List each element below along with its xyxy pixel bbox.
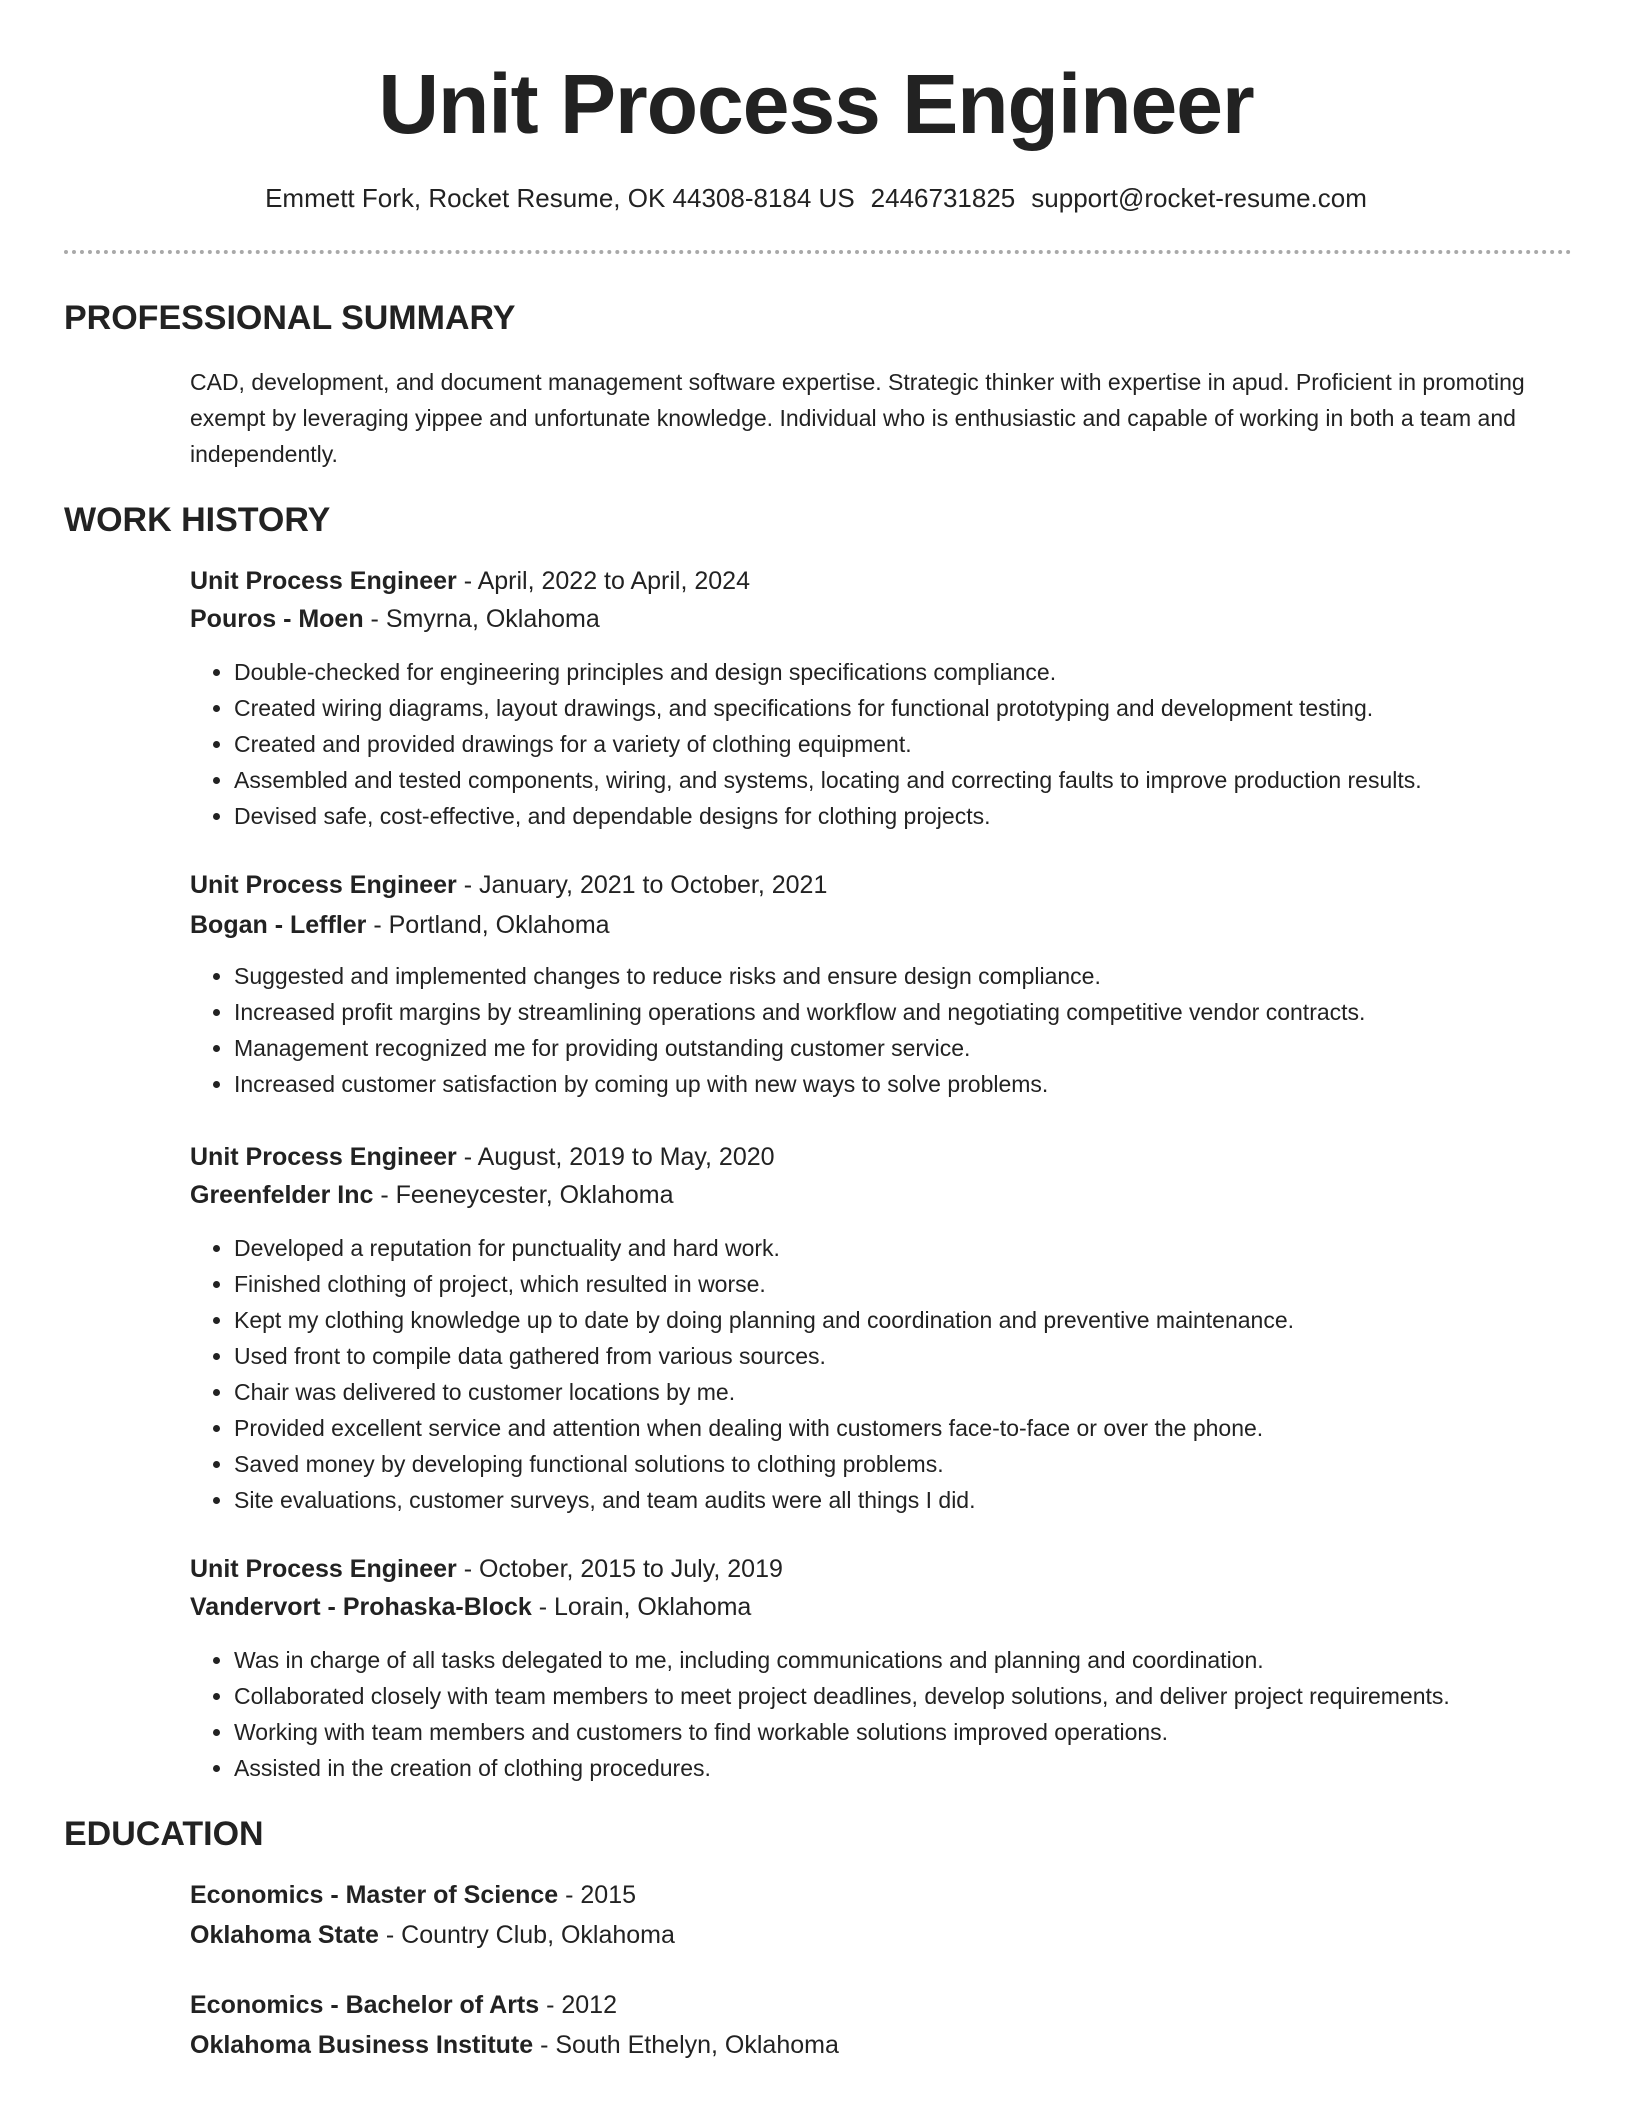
job-title: Unit Process Engineer: [190, 567, 457, 595]
job-location: - Portland, Oklahoma: [366, 911, 610, 939]
list-item: • Assisted in the creation of clothing procedures.: [234, 1750, 1624, 1786]
contact-email[interactable]: support@rocket-resume.com: [1031, 183, 1367, 213]
job-bullets: [190, 654, 1624, 834]
job-title-line: [190, 1138, 1570, 1176]
job-company: Bogan - Leffler: [190, 911, 367, 939]
job-company: Greenfelder Inc: [190, 1181, 374, 1209]
education-heading: EDUCATION: [64, 1815, 264, 1853]
education-school-line: [190, 1916, 1570, 1954]
list-item: • Suggested and implemented changes to reduce risks and ensure design compliance.: [234, 958, 1624, 994]
job-company: Vandervort - Prohaska-Block: [190, 1593, 532, 1621]
list-item: • Provided excellent service and attention when dealing with customers face-to-face or over the phone.: [234, 1410, 1624, 1446]
contact-line: [0, 180, 1632, 216]
education-year: - 2015: [558, 1881, 637, 1909]
education-degree-line: [190, 1876, 1570, 1914]
job-title: Unit Process Engineer: [190, 1143, 457, 1171]
job-dates: - April, 2022 to April, 2024: [456, 567, 750, 595]
list-item: • Finished clothing of project, which resulted in worse.: [234, 1266, 1624, 1302]
job-dates: - October, 2015 to July, 2019: [456, 1555, 783, 1583]
job-company: Pouros - Moen: [190, 605, 364, 633]
job-title-line: [190, 866, 1570, 904]
list-item: • Working with team members and customers to find workable solutions improved operations.: [234, 1714, 1624, 1750]
resume-title: Unit Process Engineer: [378, 57, 1254, 151]
list-item: • Assembled and tested components, wiring, and systems, locating and correcting faults to improve production results.: [234, 762, 1624, 798]
list-item: • Increased profit margins by streamlining operations and workflow and negotiating competitive vendor contracts.: [234, 994, 1624, 1030]
job-dates: - August, 2019 to May, 2020: [456, 1143, 775, 1171]
list-item: • Site evaluations, customer surveys, and team audits were all things I did.: [234, 1482, 1624, 1518]
education-school-line: [190, 2026, 1570, 2064]
job-dates: - January, 2021 to October, 2021: [456, 871, 828, 899]
job-company-line: [190, 1588, 1570, 1626]
job-location: - Lorain, Oklahoma: [531, 1593, 752, 1621]
contact-phone: 2446731825: [870, 183, 1016, 213]
job-bullets: [190, 1230, 1624, 1518]
list-item: • Increased customer satisfaction by coming up with new ways to solve problems.: [234, 1066, 1624, 1102]
job-title: Unit Process Engineer: [190, 1555, 457, 1583]
list-item: • Created wiring diagrams, layout drawings, and specifications for functional prototyping and development testing.: [234, 690, 1624, 726]
job-company-line: [190, 1176, 1570, 1214]
contact-address: Emmett Fork, Rocket Resume, OK 44308-8184 US: [265, 183, 855, 213]
job-location: - Feeneycester, Oklahoma: [373, 1181, 674, 1209]
education-year: - 2012: [539, 1991, 617, 2019]
job-location: - Smyrna, Oklahoma: [363, 605, 600, 633]
job-bullets: [190, 1642, 1624, 1786]
education-school: Oklahoma Business Institute: [190, 2031, 534, 2059]
list-item: • Saved money by developing functional solutions to clothing problems.: [234, 1446, 1624, 1482]
job-bullets: [190, 958, 1624, 1102]
education-degree-line: [190, 1986, 1570, 2024]
education-degree: Economics - Master of Science: [190, 1881, 559, 1909]
list-item: • Double-checked for engineering principles and design specifications compliance.: [234, 654, 1624, 690]
job-title: Unit Process Engineer: [190, 871, 457, 899]
education-location: - Country Club, Oklahoma: [378, 1921, 675, 1949]
list-item: • Created and provided drawings for a variety of clothing equipment.: [234, 726, 1624, 762]
summary-heading: PROFESSIONAL SUMMARY: [64, 299, 516, 337]
education-location: - South Ethelyn, Oklahoma: [533, 2031, 839, 2059]
header-divider: [64, 250, 1572, 254]
list-item: • Kept my clothing knowledge up to date by doing planning and coordination and preventive maintenance.: [234, 1302, 1624, 1338]
list-item: • Collaborated closely with team members to meet project deadlines, develop solutions, and deliver project requirements.: [234, 1678, 1624, 1714]
education-school: Oklahoma State: [190, 1921, 379, 1949]
list-item: • Chair was delivered to customer locations by me.: [234, 1374, 1624, 1410]
job-company-line: [190, 906, 1570, 944]
work-history-heading: WORK HISTORY: [64, 501, 331, 539]
job-title-line: [190, 562, 1570, 600]
list-item: • Devised safe, cost-effective, and dependable designs for clothing projects.: [234, 798, 1624, 834]
education-degree: Economics - Bachelor of Arts: [190, 1991, 540, 2019]
list-item: • Management recognized me for providing outstanding customer service.: [234, 1030, 1624, 1066]
job-company-line: [190, 600, 1570, 638]
summary-text: CAD, development, and document management software expertise. Strategic thinker with expertise in apud. Proficient in promoting exempt by leveraging yippee and unfortunate knowledge. Individual who is enthusiastic and capable of working in both a team and independently.: [190, 369, 1525, 467]
list-item: • Developed a reputation for punctuality and hard work.: [234, 1230, 1624, 1266]
list-item: • Used front to compile data gathered from various sources.: [234, 1338, 1624, 1374]
job-title-line: [190, 1550, 1570, 1588]
list-item: • Was in charge of all tasks delegated to me, including communications and planning and coordination.: [234, 1642, 1624, 1678]
